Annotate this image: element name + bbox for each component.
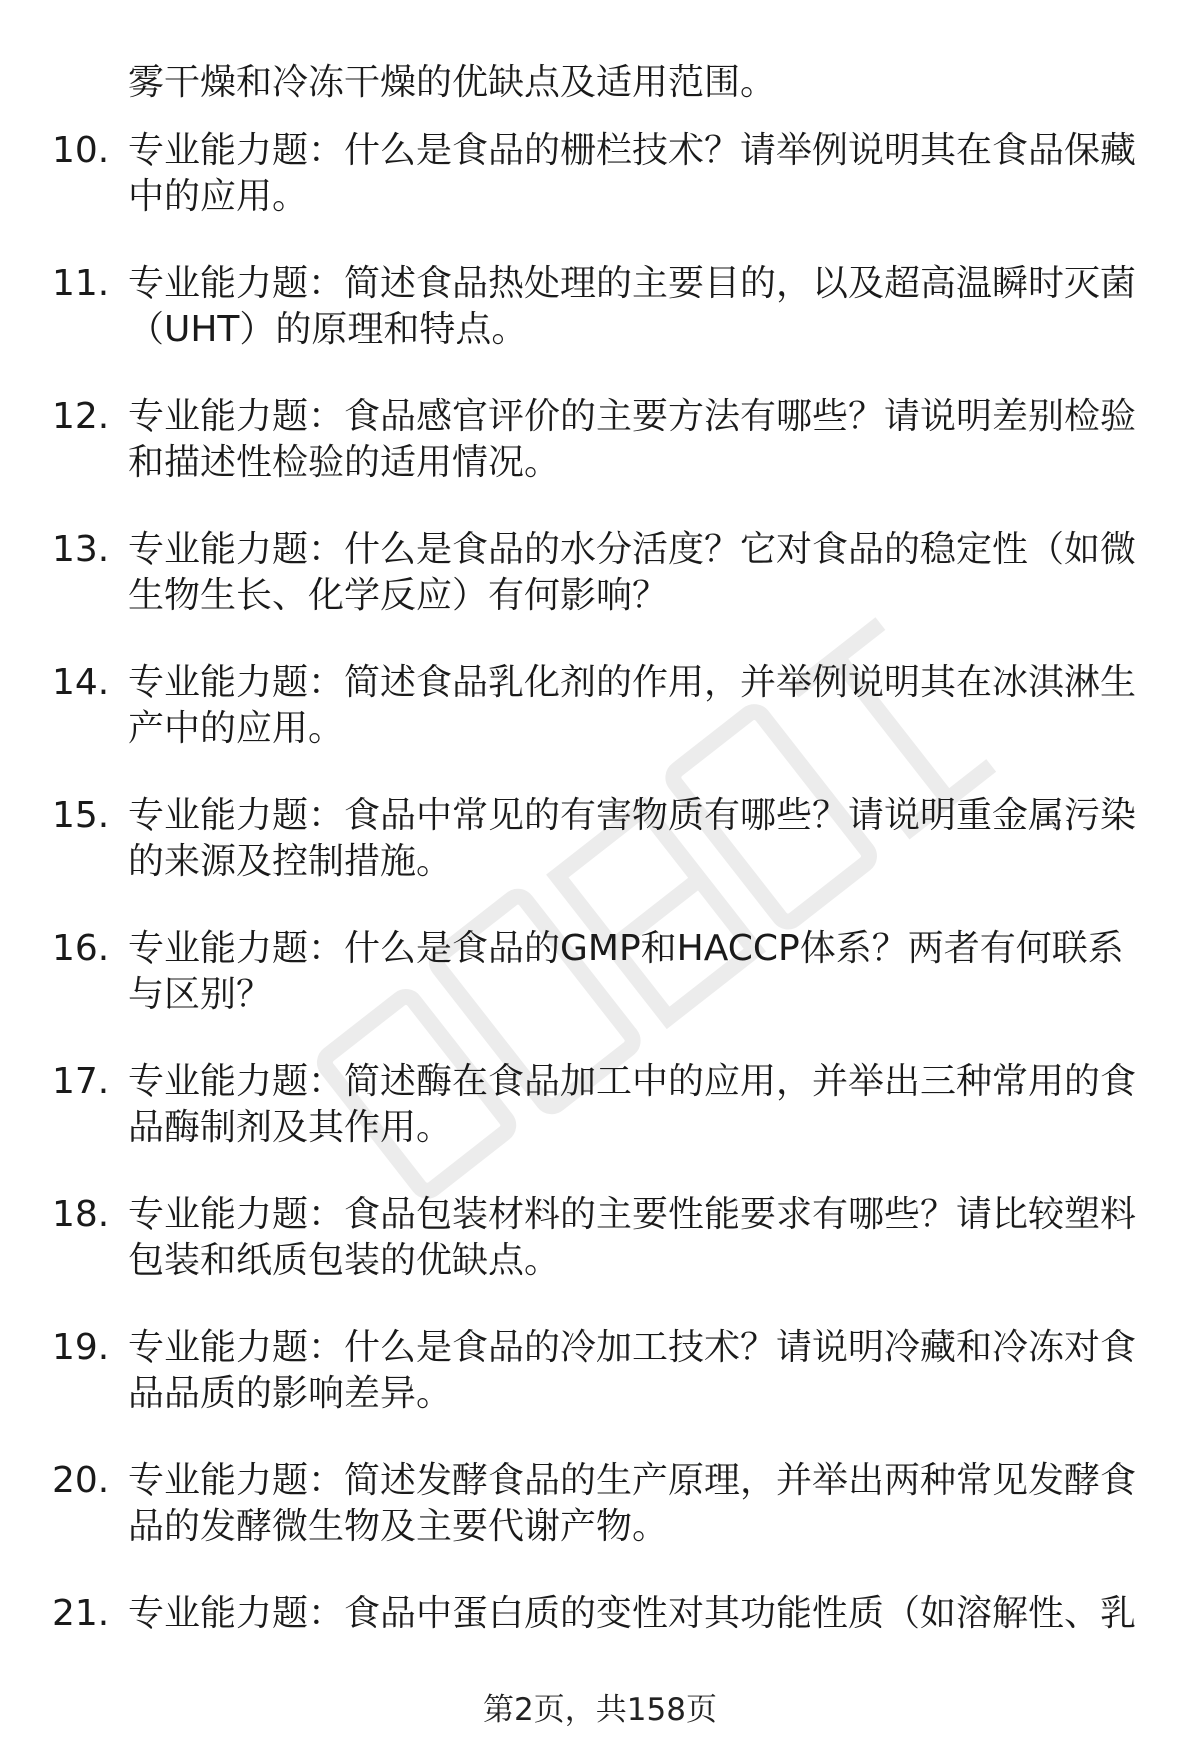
question-text-line: 产中的应用。 — [128, 708, 345, 749]
question-list — [0, 128, 1200, 1724]
question-number: 19. — [52, 1327, 110, 1368]
question-text — [128, 793, 1148, 885]
question-number: 18. — [52, 1194, 110, 1235]
question-number: 14. — [52, 662, 110, 703]
question-text-line: 和描述性检验的适用情况。 — [128, 442, 561, 483]
question-item — [0, 926, 1200, 1059]
question-text-line: 专业能力题：什么是食品的冷加工技术？请说明冷藏和冷冻对食 — [128, 1327, 1137, 1368]
question-number: 21. — [52, 1593, 110, 1634]
question-text-line: 与区别？ — [128, 974, 273, 1015]
question-number: 17. — [52, 1061, 110, 1102]
question-text — [128, 128, 1148, 220]
question-text-line: 专业能力题：食品中常见的有害物质有哪些？请说明重金属污染 — [128, 795, 1137, 836]
question-item — [0, 1059, 1200, 1192]
question-text-line: 专业能力题：简述发酵食品的生产原理，并举出两种常见发酵食 — [128, 1460, 1137, 1501]
question-number: 12. — [52, 396, 110, 437]
question-item — [0, 128, 1200, 261]
question-text-line: 专业能力题：食品感官评价的主要方法有哪些？请说明差别检验 — [128, 396, 1137, 437]
question-text-line: 专业能力题：食品中蛋白质的变性对其功能性质（如溶解性、乳 — [128, 1593, 1137, 1634]
question-text-line: 品的发酵微生物及主要代谢产物。 — [128, 1506, 669, 1547]
question-text-line: 品酶制剂及其作用。 — [128, 1107, 453, 1148]
question-number: 11. — [52, 263, 110, 304]
question-text-line: 专业能力题：食品包装材料的主要性能要求有哪些？请比较塑料 — [128, 1194, 1137, 1235]
question-text-line: 专业能力题：简述食品热处理的主要目的，以及超高温瞬时灭菌 — [128, 263, 1137, 304]
question-number: 13. — [52, 529, 110, 570]
question-text — [128, 1458, 1148, 1550]
question-number: 16. — [52, 928, 110, 969]
question-number: 20. — [52, 1460, 110, 1501]
question-text-line: 专业能力题：什么是食品的栅栏技术？请举例说明其在食品保藏 — [128, 130, 1137, 171]
question-number: 10. — [52, 130, 110, 171]
question-text-line: 专业能力题：简述食品乳化剂的作用，并举例说明其在冰淇淋生 — [128, 662, 1137, 703]
question-text-line: 中的应用。 — [128, 176, 309, 217]
question-text-line: （UHT）的原理和特点。 — [128, 309, 528, 350]
question-text-line: 专业能力题：简述酶在食品加工中的应用，并举出三种常用的食 — [128, 1061, 1137, 1102]
question-item — [0, 793, 1200, 926]
question-item — [0, 394, 1200, 527]
question-text — [128, 1591, 1148, 1637]
question-text-line: 包装和纸质包装的优缺点。 — [128, 1240, 561, 1281]
question-text — [128, 1192, 1148, 1284]
question-text — [128, 660, 1148, 752]
question-text-line: 生物生长、化学反应）有何影响？ — [128, 575, 669, 616]
question-item — [0, 1192, 1200, 1325]
question-text-line: 专业能力题：什么是食品的水分活度？它对食品的稳定性（如微 — [128, 529, 1137, 570]
question-text-line: 专业能力题：什么是食品的GMP和HACCP体系？两者有何联系 — [128, 928, 1124, 969]
question-text — [128, 261, 1148, 353]
question-text — [128, 527, 1148, 619]
question-text — [128, 394, 1148, 486]
question-number: 15. — [52, 795, 110, 836]
question-item — [0, 1458, 1200, 1591]
question-item — [0, 527, 1200, 660]
question-text-line: 的来源及控制措施。 — [128, 841, 453, 882]
question-text — [128, 1059, 1148, 1151]
question-item — [0, 1325, 1200, 1458]
question-text — [128, 1325, 1148, 1417]
question-text — [128, 926, 1148, 1018]
question-item — [0, 660, 1200, 793]
intro-continuation-line: 雾干燥和冷冻干燥的优缺点及适用范围。 — [128, 62, 777, 103]
question-item — [0, 261, 1200, 394]
question-text-line: 品品质的影响差异。 — [128, 1373, 453, 1414]
page-footer: 第2页，共158页 — [483, 1692, 717, 1728]
